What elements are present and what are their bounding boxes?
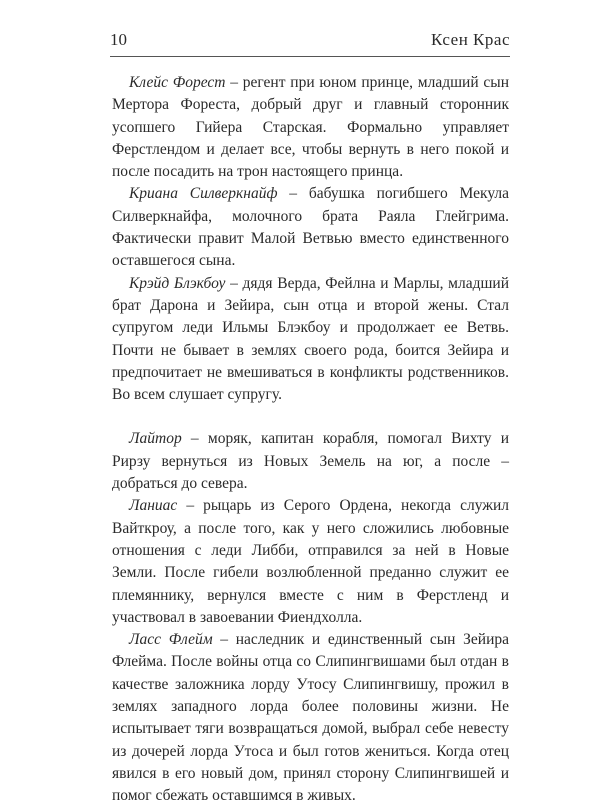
page-header	[110, 26, 510, 57]
glossary-entry	[112, 495, 509, 629]
entry-text: – дядя Верда, Фейлна и Марлы, младший брат Дарона и Зейира, сын отца и второй жены. Стал супругом леди Ильмы Блэкбоу и продолжает ее Ветвь. Почти не бывает в землях своего рода, боится Зейира и предпочитает не вмешиваться в конфликты родственников. Во всем слушает супругу.	[112, 274, 509, 404]
entry-name: Ланиас	[129, 497, 178, 515]
entry-name: Крэйд Блэкбоу	[129, 274, 226, 292]
entry-name: Лайтор	[129, 430, 182, 448]
glossary-entry	[112, 183, 509, 272]
entry-name: Криана Силверкнайф	[129, 185, 278, 203]
entry-text: – рыцарь из Серого Ордена, некогда служил Вайткроу, а после того, как у него сложились любовные отношения с леди Либби, отправился за ней в Новые Земли. После гибели возлюбленной преданно служит ее племяннику, вернулся вместе с ним в Ферстленд и участвовал в завоевании Фиендхолла.	[112, 497, 509, 626]
running-head-author: Ксен Крас	[431, 30, 510, 49]
glossary-entry	[112, 273, 509, 407]
section-gap	[112, 406, 509, 428]
entry-text: – моряк, капитан корабля, помогал Вихту и Рирзу вернуться из Новых Земель на юг, а после – добраться до севера.	[112, 430, 509, 493]
page-number: 10	[110, 30, 127, 49]
entry-text: – регент при юном принце, младший сын Мертора Фореста, добрый друг и главный сторонник усопшего Гийера Старская. Формально управляет Ферстлендом и делает все, чтобы вернуть в него покой и после посадить на трон настоящего принца.	[112, 74, 509, 181]
glossary-entry	[112, 428, 509, 495]
entry-text: – бабушка погибшего Мекула Силверкнайфа, молочного брата Раяла Глейгрима. Фактически правит Малой Ветвью вместо единственного оставшегося сына.	[112, 185, 510, 270]
glossary-entry	[112, 72, 509, 183]
entry-text: – наследник и единственный сын Зейира Флейма. После войны отца со Слипингвишами был отдан в качестве заложника лорду Утосу Слипингвишу, прожил в землях западного лорда более половины жизни. Не испытывает тяги возвращаться домой, выбрал себе невесту из дочерей лорда Утоса и был готов жениться. Когда отец явился в его новый дом, принял сторону Слипингвишей и помог сбежать оставшимся в живых.	[112, 631, 509, 805]
text-column	[112, 72, 509, 808]
entry-name: Клейс Форест	[129, 74, 226, 91]
entry-name: Ласс Флейм	[129, 631, 213, 649]
glossary-entry	[112, 629, 509, 807]
